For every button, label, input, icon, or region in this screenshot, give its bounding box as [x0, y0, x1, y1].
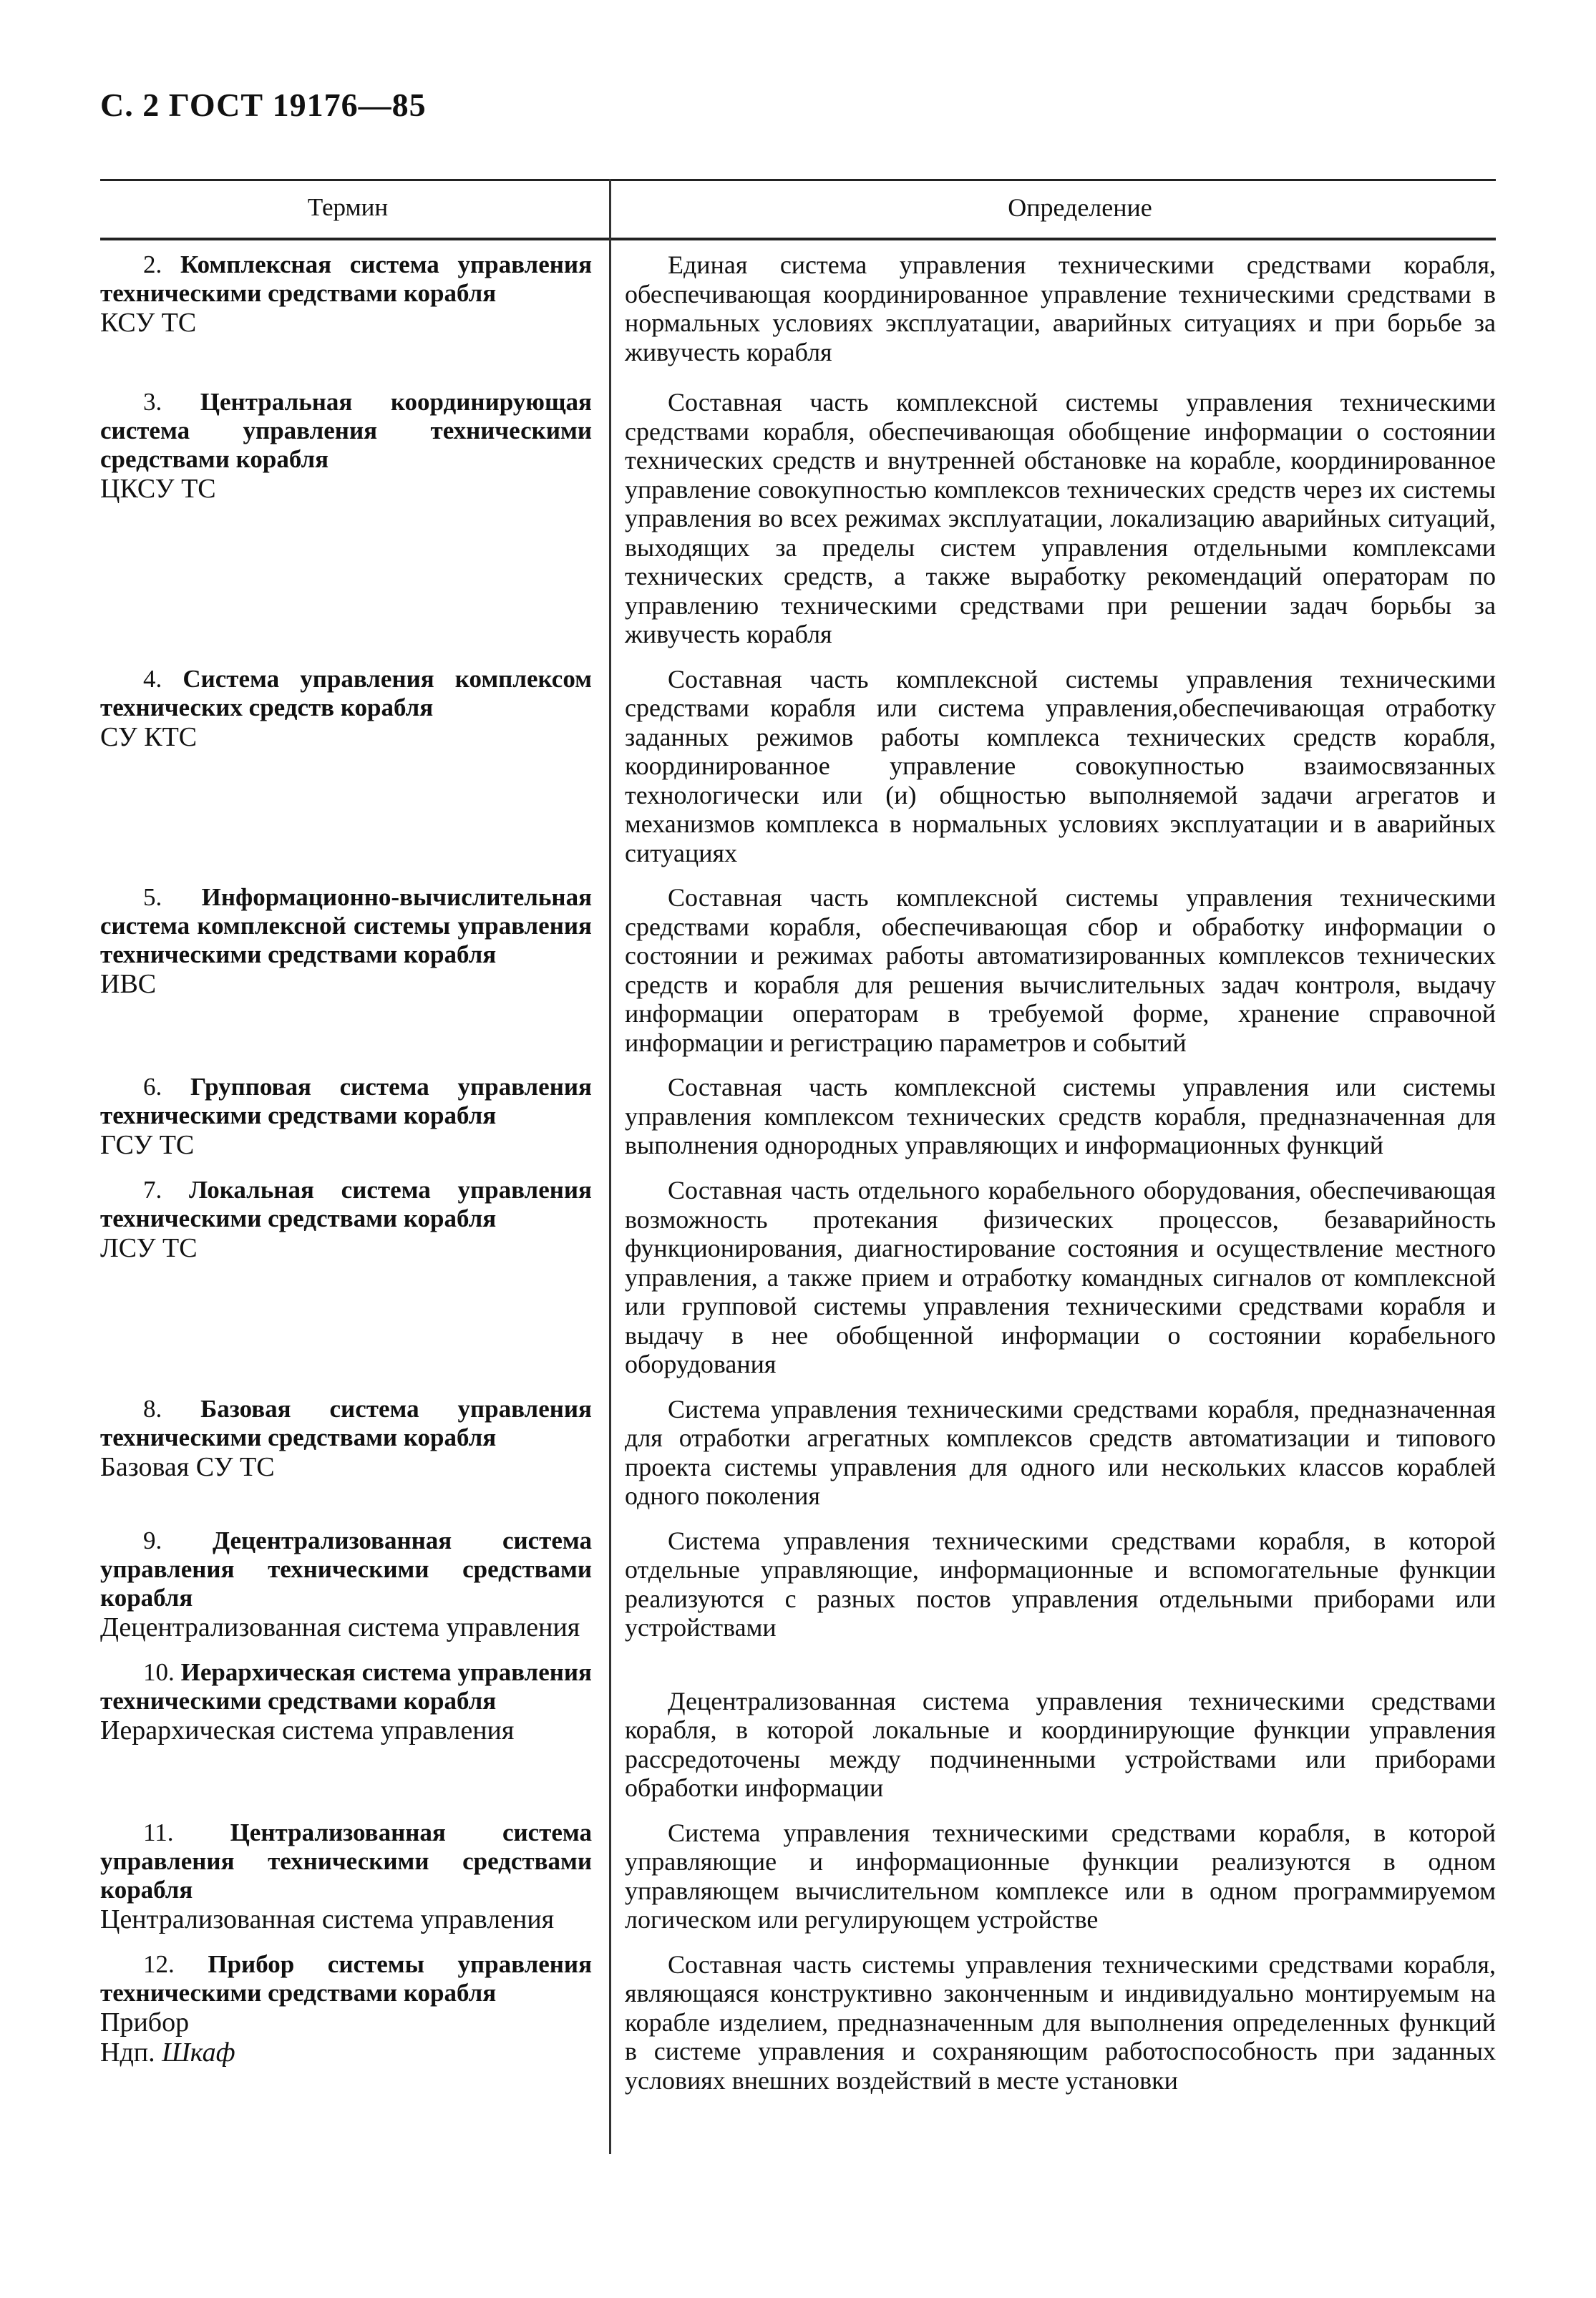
- definition-cell: Система управления техническими средствами корабля, предназначенная для отработки агрегатных комплексов средств автоматизации и типового проекта системы управления для одного или нескольких классов кораблей одного поколения: [625, 1394, 1496, 1510]
- not-allowed-label: Ндп.: [100, 2037, 155, 2068]
- page-header: С. 2 ГОСТ 19176—85: [100, 87, 427, 123]
- definition-cell: Система управления техническими средствами корабля, в которой управляющие и информационные функции реализуются в одном управляющем вычислительном комплексе или в одном программируемом логическом или регулирующем устройстве: [625, 1818, 1496, 1934]
- term-abbreviation: Иерархическая система управления: [100, 1715, 515, 1746]
- term-cell: [100, 1176, 605, 1263]
- term-abbreviation: СУ КТС: [100, 721, 198, 752]
- table-row: [100, 665, 1496, 868]
- definition-cell: Единая система управления техническими средствами корабля, обеспечивающая координированное управление техническими средствами в нормальных условиях эксплуатации, аварийных ситуациях и при борьбе за живучесть корабля: [625, 250, 1496, 366]
- term-name: Информационно-вычислительная система комплексной системы управления техническими средствами корабля: [100, 883, 592, 968]
- term-cell: [100, 1527, 605, 1642]
- term-name: Комплексная система управления техническими средствами корабля: [100, 250, 592, 307]
- table-header-rule: [100, 238, 1496, 240]
- definition-cell: Система управления техническими средствами корабля, в которой отдельные управляющие, информационные и вспомогательные функции реализуются с разных постов управления отдельными приборами или устройствами: [625, 1526, 1496, 1642]
- term-cell: [100, 1819, 605, 1934]
- term-number: 4.: [143, 664, 162, 693]
- definition-cell: Составная часть отдельного корабельного оборудования, обеспечивающая возможность протекания физических процессов, безаварийность функционирования, диагностирование состояния и осуществление местного управления, а также прием и отработку командных сигналов от комплексной или групповой системы управления техническими средствами корабля и выдачу в нее обобщенной информации о состоянии корабельного оборудования: [625, 1176, 1496, 1378]
- table-row: [100, 1073, 1496, 1160]
- term-number: 6.: [143, 1073, 162, 1101]
- term-name: Базовая система управления техническими средствами корабля: [100, 1394, 592, 1451]
- term-abbreviation: ГСУ ТС: [100, 1130, 195, 1160]
- definition-cell: Составная часть комплексной системы управления техническими средствами корабля, обеспечивающая обобщение информации о состоянии технических средств и внутренней обстановке на корабле, координированное управление совокупностью комплексов технических средств через их системы управления во всех режимах эксплуатации, локализацию аварийных ситуаций, выходящих за пределы систем управления отдельными комплексами технических средств, а также выработку рекомендаций операторам по управлению техническими средствами при решении задач борьбы за живучесть корабля: [625, 388, 1496, 648]
- table-row: [100, 1176, 1496, 1379]
- column-header-term: Термин: [307, 193, 389, 221]
- term-number: 8.: [143, 1394, 162, 1423]
- table-row: [100, 1395, 1496, 1511]
- term-number: 7.: [143, 1176, 162, 1204]
- table-row: [100, 388, 1496, 649]
- term-abbreviation: ИВС: [100, 969, 157, 999]
- term-cell: [100, 1073, 605, 1160]
- term-cell: [100, 1395, 605, 1482]
- term-cell: [100, 883, 605, 999]
- table-row: [100, 250, 1496, 372]
- term-name: Локальная система управления техническими средствами корабля: [100, 1176, 592, 1232]
- term-not-allowed: [100, 2037, 592, 2068]
- term-abbreviation: ЦКСУ ТС: [100, 474, 216, 504]
- definition-cell: Составная часть комплексной системы управления техническими средствами корабля или система управления,обеспечивающая отработку заданных режимов работы комплекса технических средств корабля, координированное управление совокупностью взаимосвязанных технологически или (и) общностью выполняемой задачи агрегатов и механизмов комплекса в нормальных условиях эксплуатации и в аварийных ситуациях: [625, 664, 1496, 867]
- term-number: 10.: [143, 1657, 175, 1686]
- table-row: [100, 1819, 1496, 1934]
- term-abbreviation: Централизованная система управления: [100, 1904, 555, 1934]
- definition-cell: Составная часть системы управления техническими средствами корабля, являющаяся конструктивно законченным и индивидуально монтируемым на корабле изделием, предназначенным для выполнения определенных функций в системе управления и сохраняющим работоспособность при заданных условиях внешних воздействий в месте установки: [625, 1949, 1496, 2095]
- table-top-rule: [100, 179, 1496, 181]
- definition-cell: Децентрализованная система управления техническими средствами корабля, в которой локальные и координирующие функции управления рассредоточены между подчиненными устройствами или приборами обработки информации: [625, 1686, 1496, 1802]
- term-abbreviation: Базовая СУ ТС: [100, 1451, 275, 1482]
- term-number: 2.: [143, 250, 162, 278]
- definition-cell: Составная часть комплексной системы управления или системы управления комплексом технических средств корабля, предназначенная для выполнения однородных управляющих и информационных функций: [625, 1073, 1496, 1159]
- term-abbreviation: ЛСУ ТС: [100, 1233, 198, 1263]
- term-cell: [100, 250, 605, 338]
- term-cell: [100, 1658, 605, 1746]
- term-cell: [100, 388, 605, 504]
- term-name: Система управления комплексом технических средств корабля: [100, 664, 592, 721]
- table-body: [100, 250, 1496, 2110]
- term-cell: [100, 665, 605, 752]
- term-name: Иерархическая система управления техническими средствами корабля: [100, 1657, 592, 1715]
- table-row: [100, 1950, 1496, 2095]
- term-abbreviation: КСУ ТС: [100, 308, 197, 338]
- term-number: 11.: [143, 1818, 174, 1846]
- term-name: Центральная координирующая система управления техническими средствами корабля: [100, 388, 592, 473]
- term-abbreviation: Прибор: [100, 2007, 190, 2037]
- term-number: 9.: [143, 1526, 162, 1554]
- column-header-definition: Определение: [1008, 193, 1152, 222]
- term-number: 5.: [143, 883, 162, 911]
- table-row: [100, 883, 1496, 1057]
- term-abbreviation: Децентрализованная система управления: [100, 1612, 580, 1642]
- term-name: Централизованная система управления техническими средствами корабля: [100, 1818, 593, 1904]
- term-name: Децентрализованная система управления техническими средствами корабля: [100, 1526, 593, 1612]
- table-row: [100, 1527, 1496, 1642]
- term-name: Прибор системы управления техническими средствами корабля: [100, 1949, 593, 2007]
- definition-cell: Составная часть комплексной системы управления техническими средствами корабля, обеспечивающая сбор и обработку информации о состоянии и режимах работы автоматизированных комплексов технических средств и корабля для решения вычислительных задач контроля, выдачу информации операторам в требуемой форме, хранение справочной информации и регистрацию параметров и событий: [625, 883, 1496, 1057]
- term-cell: [100, 1950, 605, 2068]
- table-row: [100, 1658, 1496, 1803]
- term-name: Групповая система управления техническими средствами корабля: [100, 1073, 592, 1129]
- term-number: 12.: [143, 1949, 175, 1978]
- term-number: 3.: [143, 388, 162, 416]
- not-allowed-term: Шкаф: [162, 2037, 235, 2068]
